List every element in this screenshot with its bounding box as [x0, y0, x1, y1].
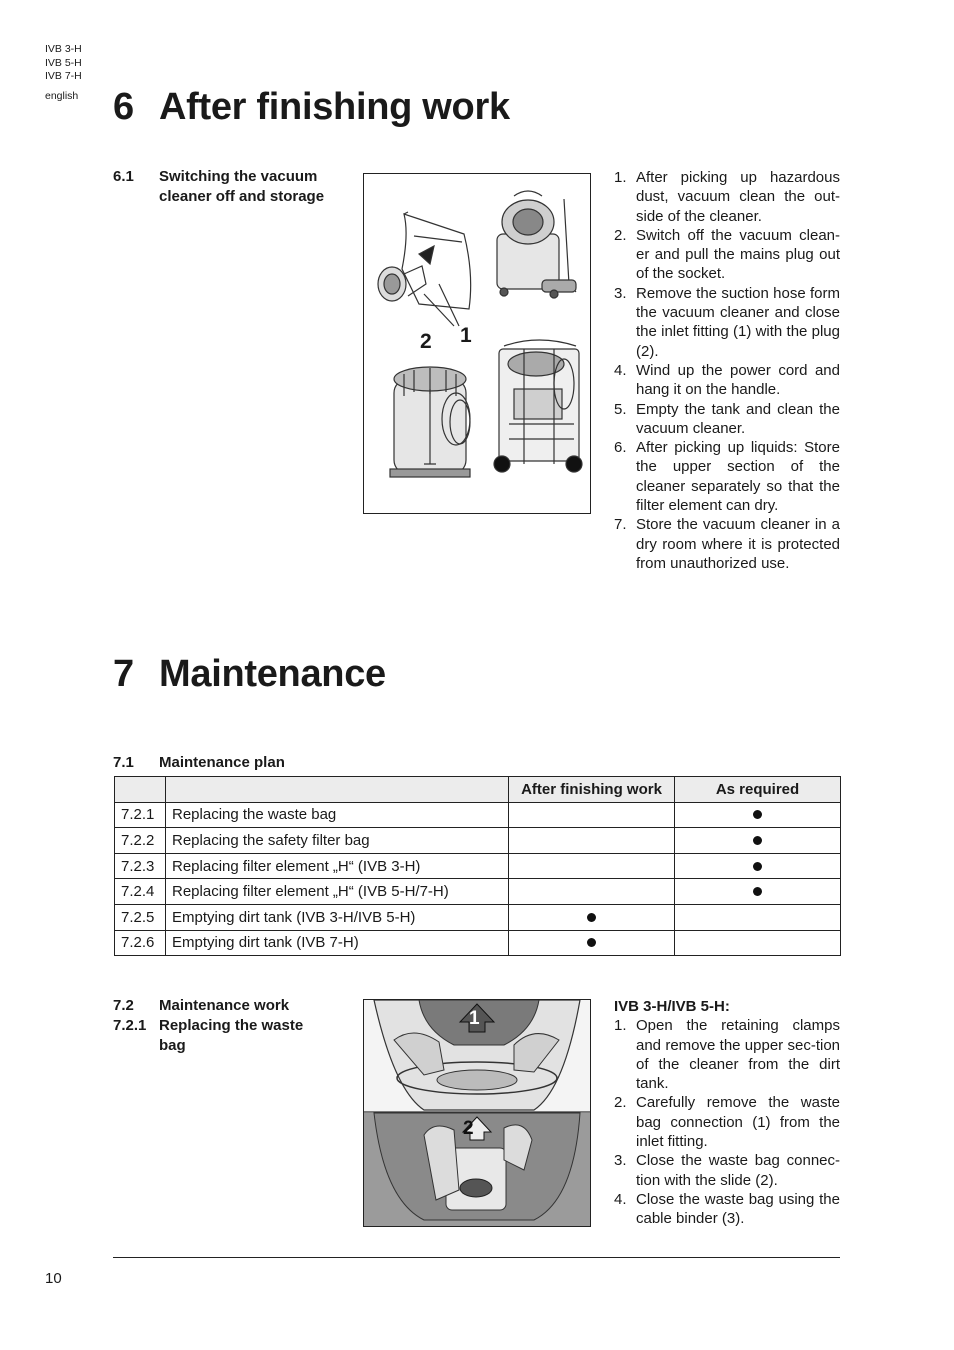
column-header-after-work: After finishing work [509, 777, 675, 803]
figure-label: 1 [469, 1008, 480, 1029]
step-number: 2. [614, 1094, 627, 1112]
subsection-number: 7.1 [113, 754, 134, 771]
list-item [614, 438, 840, 515]
step-text: Switch off the vacuum clean-er and pull the mains plug out of the socket. [636, 226, 840, 283]
section-title: After finishing work [159, 86, 510, 128]
step-number: 4. [614, 1190, 627, 1208]
as-required-cell [675, 904, 841, 930]
row-number: 7.2.1 [115, 802, 166, 828]
table-header-row [115, 777, 841, 803]
step-text: Close the waste bag connec-tion with the slide (2). [636, 1152, 840, 1189]
subsection-number: 7.2 [113, 997, 134, 1014]
step-number: 2. [614, 226, 627, 244]
subsection-title: cleaner off and storage [159, 188, 325, 205]
subsection-title: Switching the vacuum [159, 168, 318, 185]
storage-steps-list [614, 168, 840, 573]
row-task: Replacing the safety filter bag [166, 828, 509, 854]
after-work-cell [509, 930, 675, 956]
bullet-mark-icon [753, 836, 762, 845]
column-header-as-required: As required [675, 777, 841, 803]
list-item [614, 226, 840, 284]
row-number: 7.2.5 [115, 904, 166, 930]
as-required-cell [675, 930, 841, 956]
list-item [614, 1190, 840, 1229]
waste-bag-instructions [614, 997, 840, 1229]
step-number: 5. [614, 400, 627, 418]
model-list [45, 43, 82, 84]
header-cell [166, 777, 509, 803]
step-number: 6. [614, 439, 627, 457]
step-text: Open the retaining clamps and remove the upper sec-tion of the cleaner from the dirt tank. [636, 1017, 840, 1093]
step-number: 4. [614, 361, 627, 379]
bullet-mark-icon [587, 938, 596, 947]
table-row [115, 930, 841, 956]
step-text: After picking up liquids: Store the upper section of the cleaner separately so that the filter element can dry. [636, 439, 840, 515]
step-number: 3. [614, 284, 627, 302]
row-number: 7.2.6 [115, 930, 166, 956]
subsection-title: Replacing the waste [159, 1017, 304, 1034]
waste-bag-illustration [364, 1000, 590, 1226]
waste-bag-figure [363, 999, 591, 1227]
step-text: After picking up hazardous dust, vacuum clean the out-side of the cleaner. [636, 169, 840, 225]
row-task: Emptying dirt tank (IVB 7-H) [166, 930, 509, 956]
row-task: Replacing filter element „H“ (IVB 3-H) [166, 853, 509, 879]
subsection-6-1-heading [113, 167, 324, 207]
model-name: IVB 3-H [45, 43, 82, 55]
list-item [614, 284, 840, 361]
table-row [115, 802, 841, 828]
subsection-7-2-heading [113, 996, 303, 1056]
section-title: Maintenance [159, 653, 386, 695]
step-number: 3. [614, 1152, 627, 1170]
after-work-cell [509, 904, 675, 930]
after-work-cell [509, 879, 675, 905]
after-work-cell [509, 828, 675, 854]
row-task: Replacing the waste bag [166, 802, 509, 828]
model-heading: IVB 3-H/IVB 5-H: [614, 998, 730, 1015]
header-cell [115, 777, 166, 803]
subsection-7-1-heading [113, 753, 285, 773]
table-row [115, 828, 841, 854]
after-work-cell [509, 853, 675, 879]
after-work-cell [509, 802, 675, 828]
table-row [115, 904, 841, 930]
vacuum-storage-illustration [364, 174, 590, 513]
subsection-number: 7.2.1 [113, 1017, 147, 1034]
step-number: 1. [614, 1017, 627, 1035]
subsection-number: 6.1 [113, 168, 134, 185]
footer-rule [113, 1257, 840, 1258]
as-required-cell [675, 828, 841, 854]
step-text: Wind up the power cord and hang it on the handle. [636, 361, 840, 399]
bullet-mark-icon [587, 913, 596, 922]
list-item [614, 1151, 840, 1190]
list-item [614, 361, 840, 400]
list-item [614, 515, 840, 573]
section-number: 6 [113, 86, 134, 128]
step-text: Store the vacuum cleaner in a dry room where it is protected from unauthorized use. [636, 516, 840, 572]
row-task: Replacing filter element „H“ (IVB 5-H/7-H) [166, 879, 509, 905]
subsection-title: Maintenance work [159, 997, 290, 1014]
list-item [614, 168, 840, 226]
figure-label: 2 [420, 330, 432, 353]
waste-bag-steps-list [614, 1016, 840, 1228]
row-number: 7.2.2 [115, 828, 166, 854]
table-row [115, 853, 841, 879]
figure-label: 1 [460, 324, 472, 347]
list-item [614, 400, 840, 439]
figure-label: 2 [463, 1118, 474, 1139]
section-number: 7 [113, 653, 134, 695]
subsection-title: Maintenance plan [159, 754, 285, 771]
step-text: Close the waste bag using the cable binder (3). [636, 1190, 840, 1228]
section-6-heading [113, 86, 510, 129]
bullet-mark-icon [753, 810, 762, 819]
table-row [115, 879, 841, 905]
step-number: 1. [614, 169, 627, 186]
bullet-mark-icon [753, 862, 762, 871]
bullet-mark-icon [753, 887, 762, 896]
row-number: 7.2.4 [115, 879, 166, 905]
language-label: english [45, 90, 79, 102]
list-item [614, 1093, 840, 1151]
list-item [614, 1016, 840, 1093]
maintenance-plan-table [114, 776, 841, 956]
model-name: IVB 5-H [45, 56, 82, 69]
step-text: Empty the tank and clean the vacuum cleaner. [636, 400, 840, 437]
storage-figure [363, 173, 591, 514]
row-task: Emptying dirt tank (IVB 3-H/IVB 5-H) [166, 904, 509, 930]
as-required-cell [675, 802, 841, 828]
model-name: IVB 7-H [45, 70, 82, 82]
as-required-cell [675, 853, 841, 879]
step-text: Carefully remove the waste bag connection (1) from the inlet fitting. [636, 1094, 840, 1151]
subsection-title: bag [159, 1037, 186, 1054]
step-number: 7. [614, 516, 627, 534]
page-number: 10 [45, 1270, 62, 1287]
as-required-cell [675, 879, 841, 905]
section-7-heading [113, 653, 386, 696]
row-number: 7.2.3 [115, 853, 166, 879]
step-text: Remove the suction hose form the vacuum cleaner and close the inlet fitting (1) with the plug (2). [636, 284, 840, 360]
